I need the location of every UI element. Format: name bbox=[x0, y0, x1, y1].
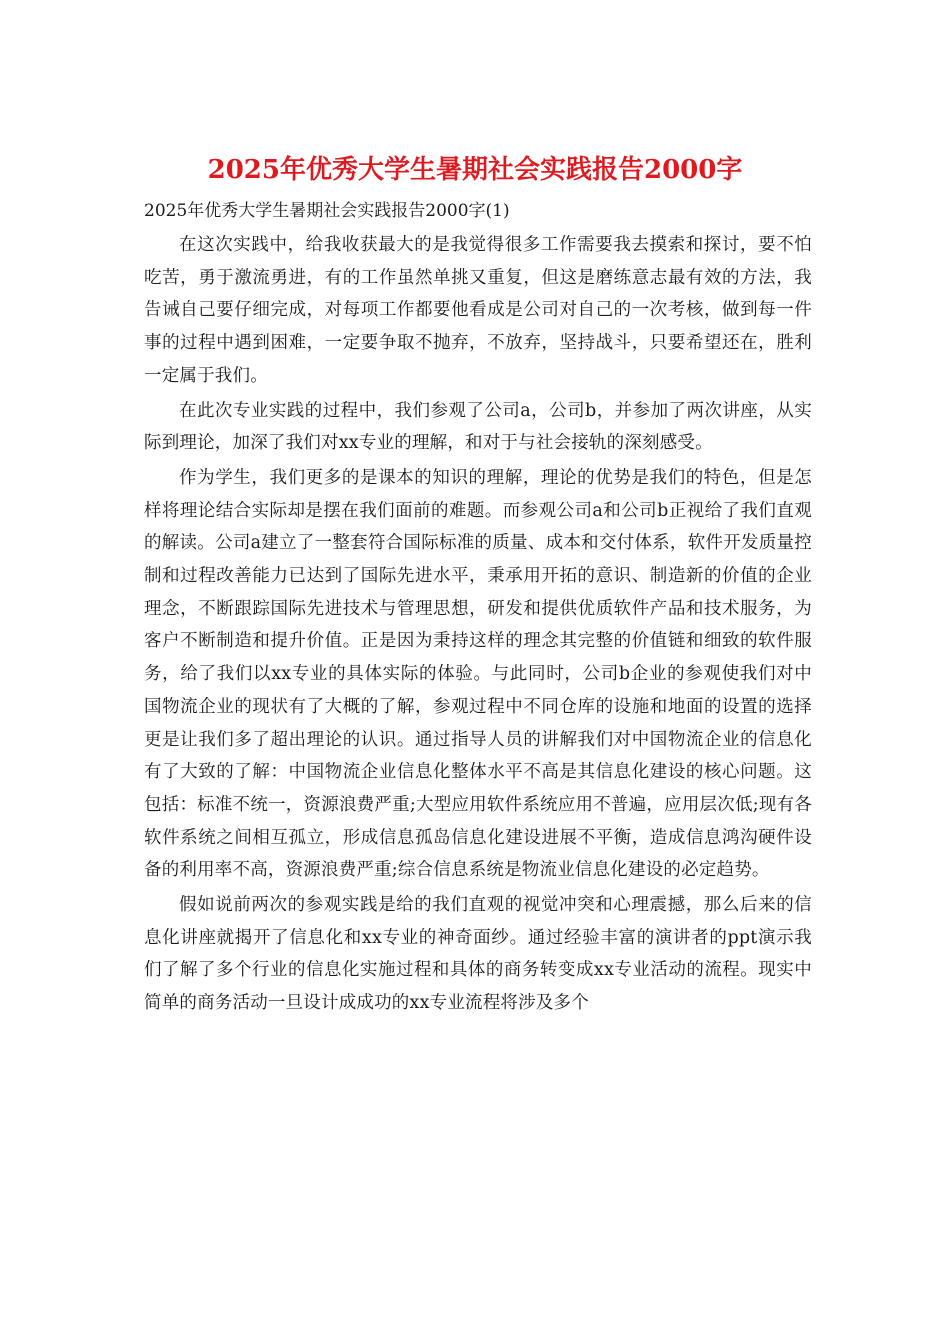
document-title: 2025年优秀大学生暑期社会实践报告2000字 bbox=[207, 155, 743, 185]
paragraph-3: 作为学生，我们更多的是课本的知识的理解，理论的优势是我们的特色，但是怎样将理论结合实际却是摆在我们面前的难题。而参观公司a和公司b正视给了我们直观的解读。公司a建立了一整套符合国际标准的质量、成本和交付体系，软件开发质量控制和过程改善能力已达到了国际先进水平，秉承用开拓的意识、制造新的价值的企业理念，不断跟踪国际先进技术与管理思想，研发和提供优质软件产品和技术服务，为客户不断制造和提升价值。正是因为秉持这样的理念其完整的价值链和细致的软件服务，给了我们以xx专业的具体实际的体验。与此同时，公司b企业的参观使我们对中国物流企业的现状有了大概的了解，参观过程中不同仓库的设施和地面的设置的选择更是让我们多了超出理论的认识。通过指导人员的讲解我们对中国物流企业的信息化有了大致的了解：中国物流企业信息化整体水平不高是其信息化建设的核心问题。这包括：标准不统一，资源浪费严重;大型应用软件系统应用不普遍，应用层次低;现有各软件系统之间相互孤立，形成信息孤岛信息化建设进展不平衡，造成信息鸿沟硬件设备的利用率不高，资源浪费严重;综合信息系统是物流业信息化建设的必定趋势。 bbox=[144, 467, 812, 881]
paragraph-1: 在这次实践中，给我收获最大的是我觉得很多工作需要我去摸索和探讨，要不怕吃苦，勇于激流勇进，有的工作虽然单挑又重复，但这是磨练意志最有效的方法，我告诫自己要仔细完成，对每项工作都要他看成是公司对自己的一次考核，做到每一件事的过程中遇到困难，一定要争取不抛弃，不放弃，坚持战斗，只要希望还在，胜利一定属于我们。 bbox=[144, 235, 812, 386]
paragraph-2: 在此次专业实践的过程中，我们参观了公司a，公司b，并参加了两次讲座，从实际到理论，加深了我们对xx专业的理解，和对于与社会接轨的深刻感受。 bbox=[144, 400, 812, 454]
document-body bbox=[144, 229, 812, 1022]
paragraph-4: 假如说前两次的参观实践是给的我们直观的视觉冲突和心理震撼，那么后来的信息化讲座就揭开了信息化和xx专业的神奇面纱。通过经验丰富的演讲者的ppt演示我们了解了多个行业的信息化实施过程和具体的商务转变成xx专业活动的流程。现实中简单的商务活动一旦设计成成功的xx专业流程将涉及多个 bbox=[144, 895, 812, 1014]
document-subtitle: 2025年优秀大学生暑期社会实践报告2000字(1) bbox=[144, 201, 510, 221]
